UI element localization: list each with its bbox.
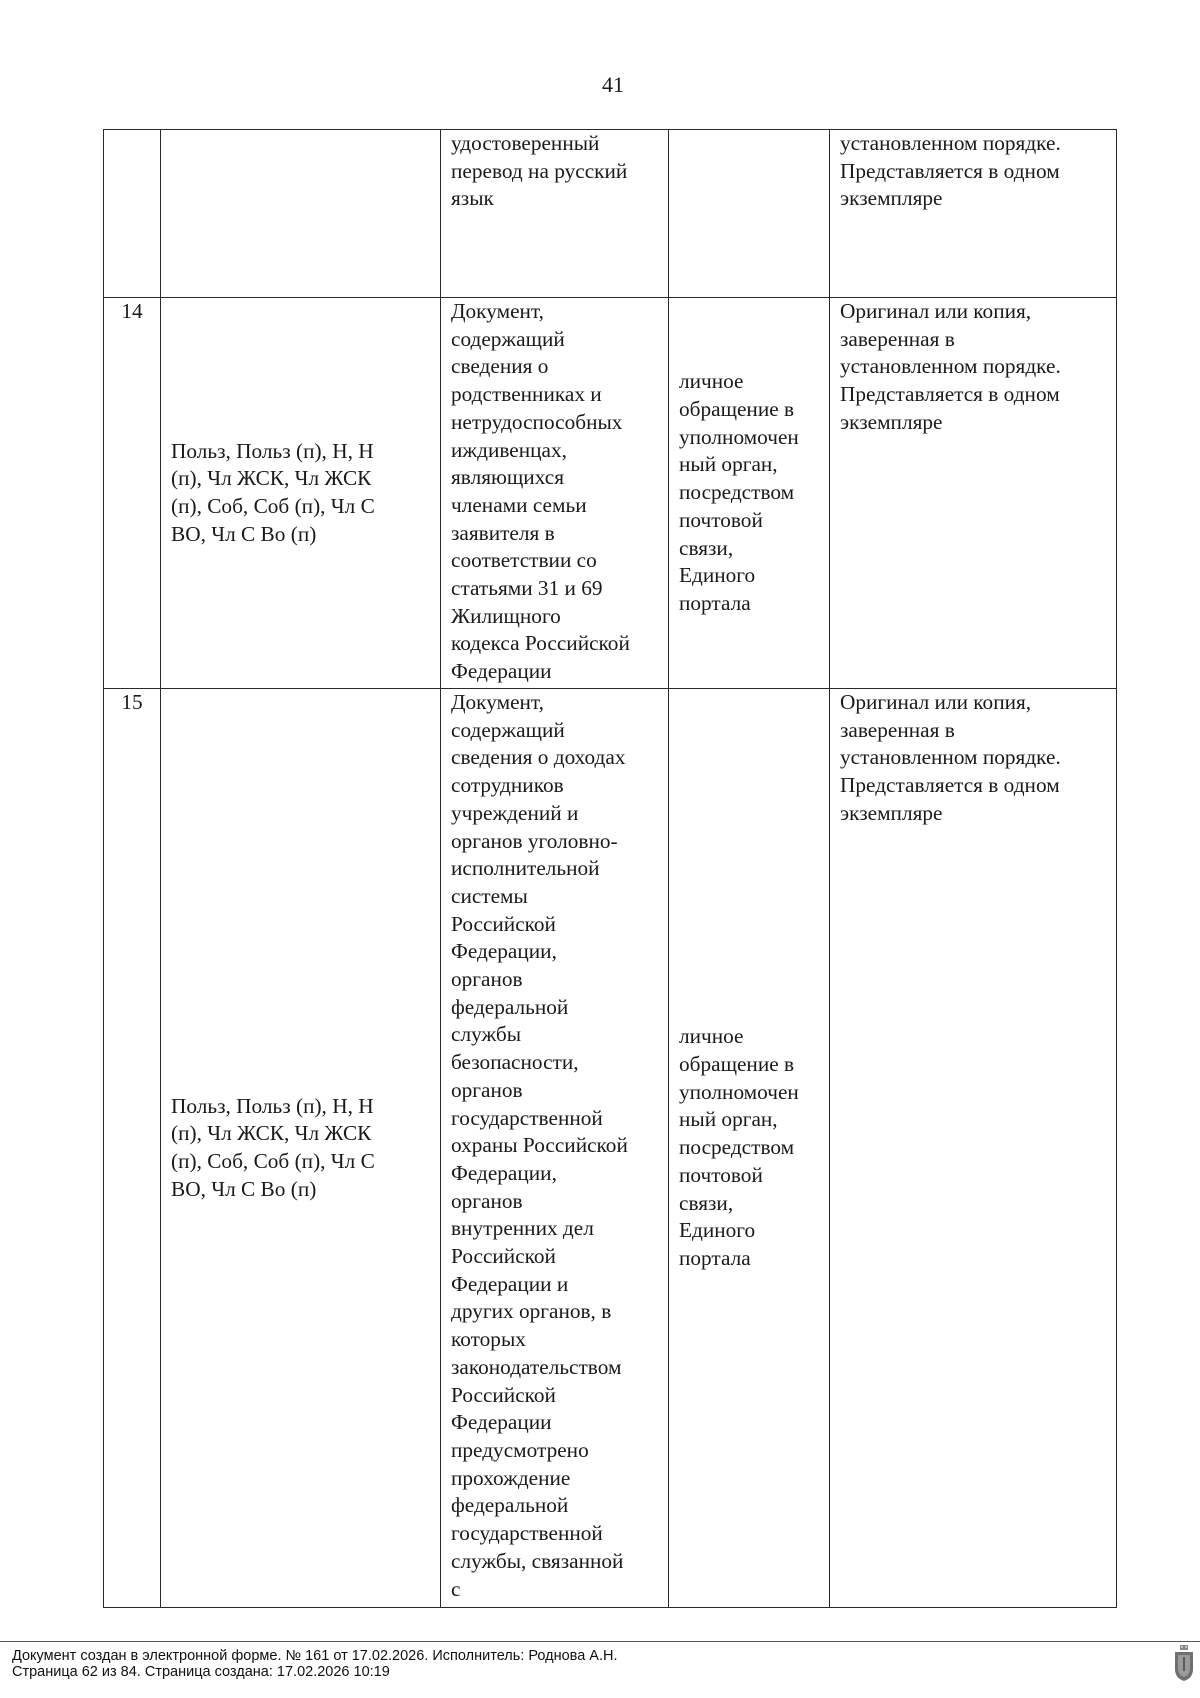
row-number-cell: 14 <box>104 298 161 689</box>
footer-document-info: Документ создан в электронной форме. № 161 от 17.02.2026. Исполнитель: Роднова А.Н. <box>12 1648 618 1664</box>
row-number-cell: 15 <box>104 689 161 1608</box>
table-row <box>104 130 1117 298</box>
document-description-cell: удостоверенный перевод на русский язык <box>441 130 669 298</box>
footer-divider <box>0 1641 1200 1642</box>
requirements-table <box>103 129 1117 1608</box>
footer-page-info: Страница 62 из 84. Страница создана: 17.02.2026 10:19 <box>12 1664 390 1680</box>
applicant-category-cell <box>161 130 441 298</box>
page-number: 41 <box>602 72 624 97</box>
document-note-cell: Оригинал или копия, заверенная в установленном порядке. Представляется в одном экземпляре <box>830 298 1117 689</box>
submission-method-cell <box>669 130 830 298</box>
document-note-cell: установленном порядке. Представляется в одном экземпляре <box>830 130 1117 298</box>
row-number-cell <box>104 130 161 298</box>
document-description-cell: Документ, содержащий сведения о родственниках и нетрудоспособных иждивенцах, являющихся членами семьи заявителя в соответствии со статьями 31 и 69 Жилищного кодекса Российской Федерации <box>441 298 669 689</box>
submission-method-cell: личное обращение в уполномочен ный орган, посредством почтовой связи, Единого портала <box>669 689 830 1608</box>
table-row <box>104 689 1117 1608</box>
document-note-cell: Оригинал или копия, заверенная в установленном порядке. Представляется в одном экземпляре <box>830 689 1117 1608</box>
document-footer <box>12 1648 618 1680</box>
coat-of-arms-icon <box>1172 1644 1196 1682</box>
table-row <box>104 298 1117 689</box>
applicant-category-cell: Польз, Польз (п), Н, Н (п), Чл ЖСК, Чл ЖСК (п), Соб, Соб (п), Чл С ВО, Чл С Во (п) <box>161 298 441 689</box>
submission-method-cell: личное обращение в уполномочен ный орган, посредством почтовой связи, Единого портала <box>669 298 830 689</box>
document-description-cell: Документ, содержащий сведения о доходах сотрудников учреждений и органов уголовно- исполнительной системы Российской Федерации, органов федеральной службы безопасности, органов государственной охраны Российской Федерации, органов внутренних дел Российской Федерации и других органов, в которых законодательством Российской Федерации предусмотрено прохождение федеральной государственной службы, связанной с <box>441 689 669 1608</box>
applicant-category-cell: Польз, Польз (п), Н, Н (п), Чл ЖСК, Чл ЖСК (п), Соб, Соб (п), Чл С ВО, Чл С Во (п) <box>161 689 441 1608</box>
